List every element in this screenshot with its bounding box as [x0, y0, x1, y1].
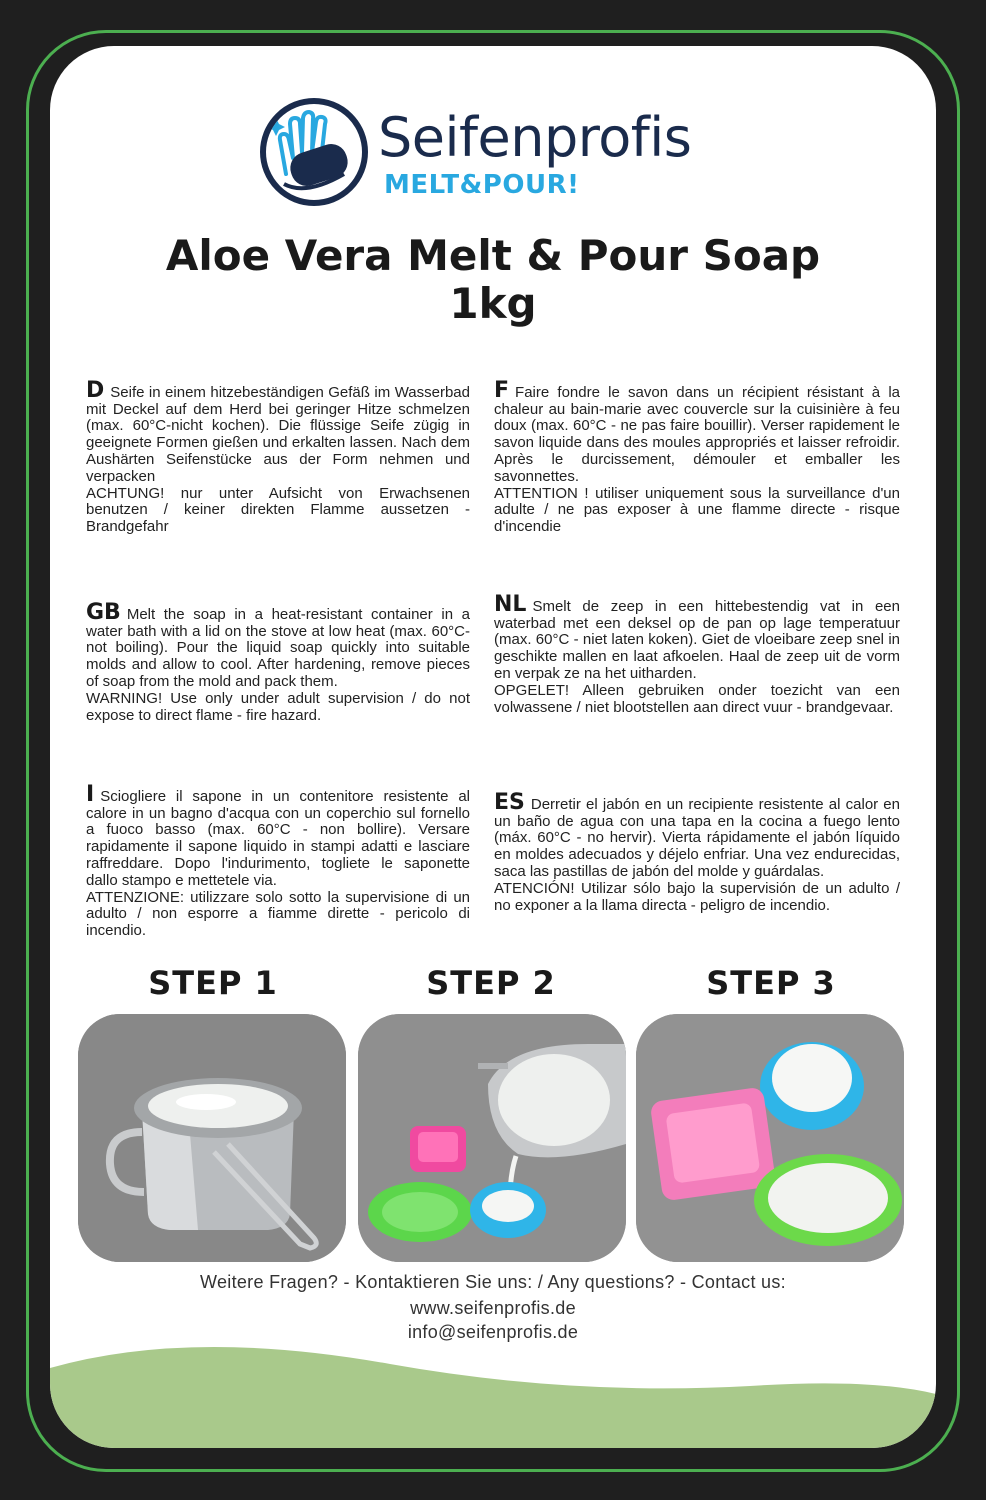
email-link[interactable]: info@seifenprofis.de: [407, 1322, 579, 1342]
product-card: [50, 46, 936, 1448]
step-2-label: STEP 2: [426, 964, 556, 1002]
instructions-es: [494, 778, 900, 914]
instructions-fr: [494, 366, 900, 536]
language-code-fr: F: [494, 377, 510, 403]
instructions-nl-text: Smelt de zeep in een hittebestendig vat in een waterbad met een deksel op de pan op lage temperatuur (max. 60°C - niet laten koken). Giet de vloeibare zeep snel in geschikte mallen en laat afkoelen. Haal de zeep uit de vorm en verpak ze na het uitharden. OPGELET! Alleen gebruiken onder toezicht van een volwassene / niet blootstellen aan direct vuur - brandgevaar.: [494, 597, 900, 716]
language-code-de: D: [86, 377, 105, 403]
language-code-it: I: [86, 781, 95, 807]
brand-logo: [260, 98, 730, 210]
instructions-it: [86, 770, 470, 940]
language-code-gb: GB: [86, 599, 121, 625]
instructions-it-text: Sciogliere il sapone in un contenitore resistente al calore in un bagno d'acqua con un coperchio sul fornello a fuoco basso (max. 60°C - non bollire). Versare rapidamente il sapone liquido in stampi adatti e lasciare raffreddare. Dopo l'indurimento, togliete le saponette dallo stampo e mettetele via. ATTENZIONE: utilizzare solo sotto la supervisione di un adulto / non esporre a fiamme dirette - pericolo di incendio.: [86, 787, 470, 940]
hand-soap-logo-icon: [260, 98, 368, 206]
brand-name: Seifenprofis: [378, 106, 692, 169]
instructions-fr-text: Faire fondre le savon dans un récipient résistant à la chaleur au bain-marie avec couvercle sur la cuisinière à feu doux (max. 60°C - ne pas faire bouillir). Verser rapidement le savon liquide dans des moules appropriés et laisser refroidir. Après le durcissement, démouler et emballer les savonnettes. ATTENTION ! utiliser uniquement sous la surveillance d'un adulte / ne pas exposer à une flamme directe - risque d'incendie: [494, 383, 900, 536]
instructions-gb: [86, 588, 470, 724]
footer-wave: [50, 1328, 936, 1448]
language-code-es: ES: [494, 789, 525, 815]
title-line-1: Aloe Vera Melt & Pour Soap: [165, 231, 821, 280]
step-1-label: STEP 1: [148, 964, 278, 1002]
step-1-photo: [78, 1014, 346, 1262]
title-line-2: 1kg: [449, 279, 537, 328]
instructions-nl: [494, 580, 900, 716]
step-2-photo: [358, 1014, 626, 1262]
instructions-de-text: Seife in einem hitzebeständigen Gefäß im Wasserbad mit Deckel auf dem Herd bei geringer Hitze schmelzen (max. 60°C-nicht kochen). Die flüssige Seife zügig in geeignete Formen gießen und erkalten lassen. Nach dem Aushärten Seifenstücke aus der Form nehmen und verpacken ACHTUNG! nur unter Aufsicht von Erwachsenen benutzen / keiner direkten Flamme aussetzen - Brandgefahr: [86, 383, 470, 536]
contact-prompt: Weitere Fragen? - Kontaktieren Sie uns: / Any questions? - Contact us:: [200, 1272, 786, 1292]
brand-tagline: MELT&POUR!: [384, 170, 580, 200]
instructions-es-text: Derretir el jabón en un recipiente resistente al calor en un baño de agua con una tapa en la cocina a fuego lento (máx. 60°C - no hervir). Vierta rápidamente el jabón líquido en moldes adecuados y déjelo enfriar. Una vez endurecidas, saca las pastillas de jabón del molde y guárdalas. ATENCIÓN! Utilizar sólo bajo la supervisión de un adulto / no exponer a la llama directa - peligro de incendio.: [494, 795, 900, 914]
step-3-photo: [636, 1014, 904, 1262]
instructions-gb-text: Melt the soap in a heat-resistant container in a water bath with a lid on the stove at low heat (max. 60°C-not boiling). Pour the liquid soap quickly into suitable molds and allow to cool. After hardening, remove pieces of soap from the mold and pack them. WARNING! Use only under adult supervision / do not expose to direct flame - fire hazard.: [86, 605, 470, 724]
product-title: [50, 232, 936, 328]
website-link[interactable]: www.seifenprofis.de: [410, 1298, 576, 1318]
instructions-de: [86, 366, 470, 536]
step-3-label: STEP 3: [706, 964, 836, 1002]
language-code-nl: NL: [494, 591, 527, 617]
